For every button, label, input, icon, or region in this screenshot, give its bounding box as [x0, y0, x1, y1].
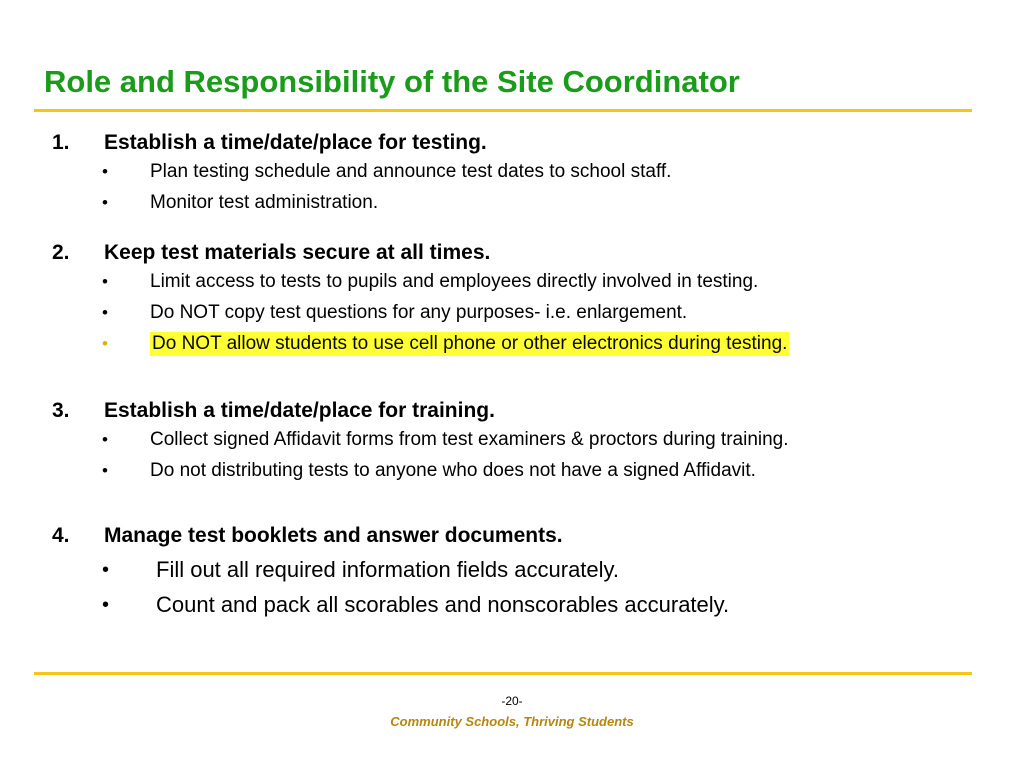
bullet-text: Do NOT copy test questions for any purposes- i.e. enlargement. — [150, 302, 688, 323]
bullet-item — [0, 556, 1024, 591]
bullet-icon: • — [102, 594, 110, 616]
bullet-text: Do not distributing tests to anyone who does not have a signed Affidavit. — [150, 460, 756, 481]
bullet-list — [0, 270, 1024, 363]
bullet-icon: • — [102, 334, 108, 353]
item-heading: Keep test materials secure at all times. — [104, 241, 491, 264]
item-number: 2. — [52, 241, 70, 264]
bullet-list — [0, 428, 1024, 490]
bullet-icon: • — [102, 430, 108, 449]
slide-title: Role and Responsibility of the Site Coordinator — [44, 64, 740, 99]
item-number: 1. — [52, 131, 70, 154]
footer-tagline: Community Schools, Thriving Students — [390, 714, 634, 729]
bullet-icon: • — [102, 303, 108, 322]
item-heading: Manage test booklets and answer documents. — [104, 524, 563, 547]
footer-divider — [34, 672, 972, 675]
bullet-text: Fill out all required information fields accurately. — [156, 557, 620, 582]
bullet-icon: • — [102, 193, 108, 212]
bullet-list — [0, 556, 1024, 626]
bullet-text: Count and pack all scorables and nonscorables accurately. — [156, 592, 730, 617]
bullet-text: Monitor test administration. — [150, 192, 379, 213]
bullet-icon: • — [102, 162, 108, 181]
bullet-text-highlighted: Do NOT allow students to use cell phone or other electronics during testing. — [152, 333, 788, 354]
page-number: -20- — [501, 694, 523, 708]
bullet-text: Limit access to tests to pupils and employees directly involved in testing. — [150, 271, 759, 292]
bullet-item — [0, 191, 1024, 222]
bullet-text: Plan testing schedule and announce test dates to school staff. — [150, 161, 672, 182]
item-heading: Establish a time/date/place for training. — [104, 399, 495, 422]
item-heading: Establish a time/date/place for testing. — [104, 131, 487, 154]
bullet-item — [0, 160, 1024, 191]
title-divider — [34, 109, 972, 112]
bullet-item — [0, 428, 1024, 459]
bullet-item — [0, 270, 1024, 301]
bullet-icon: • — [102, 559, 110, 581]
highlighted-bullet-item — [0, 332, 1024, 363]
bullet-item — [0, 459, 1024, 490]
bullet-icon: • — [102, 272, 108, 291]
bullet-item — [0, 301, 1024, 332]
bullet-icon: • — [102, 461, 108, 480]
bullet-item — [0, 591, 1024, 626]
item-number: 3. — [52, 399, 70, 422]
bullet-text: Collect signed Affidavit forms from test examiners & proctors during training. — [150, 429, 789, 450]
item-number: 4. — [52, 524, 70, 547]
bullet-list — [0, 160, 1024, 222]
